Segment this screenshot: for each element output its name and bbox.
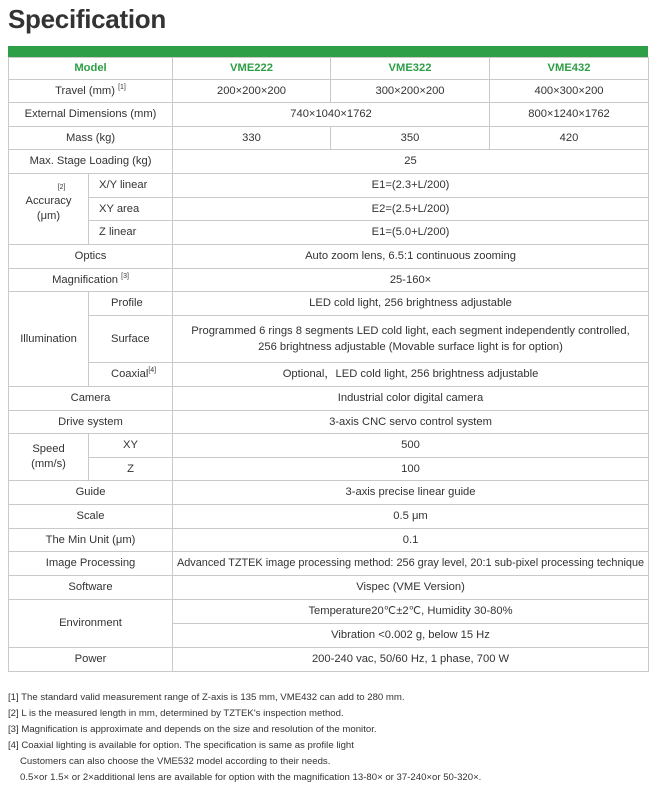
guide-label: Guide — [9, 481, 173, 505]
travel-vme322: 300×200×200 — [331, 80, 490, 103]
header-model: Model — [9, 58, 173, 80]
external-dimensions-label: External Dimensions (mm) — [9, 103, 173, 127]
software-label: Software — [9, 576, 173, 600]
table-row — [9, 80, 649, 103]
min-unit-label: The Min Unit (μm) — [9, 529, 173, 552]
header-vme322: VME322 — [331, 58, 490, 80]
table-row — [9, 245, 649, 269]
min-unit-value: 0.1 — [173, 529, 649, 552]
drive-system-label: Drive system — [9, 411, 173, 434]
table-row — [9, 292, 649, 316]
camera-value: Industrial color digital camera — [173, 387, 649, 411]
footnote-4: [4] Coaxial lighting is available for option. The specification is same as profile light — [8, 740, 354, 751]
table-row — [9, 529, 649, 552]
drive-system-value: 3-axis CNC servo control system — [173, 411, 649, 434]
table-row — [9, 198, 649, 221]
environment-temperature-value: Temperature20℃±2℃, Humidity 30-80% — [173, 600, 649, 624]
table-header-row — [9, 58, 649, 80]
table-row — [9, 127, 649, 150]
illumination-coaxial-value: Optional，LED cold light, 256 brightness adjustable — [173, 363, 649, 387]
mass-vme222: 330 — [173, 127, 331, 150]
illumination-surface-label: Surface — [89, 316, 173, 363]
specification-table — [8, 57, 649, 672]
title-divider-bar — [8, 46, 648, 57]
external-dimensions-vme222-322: 740×1040×1762 — [173, 103, 490, 127]
table-row — [9, 552, 649, 576]
accuracy-z-linear-value: E1=(5.0+L/200) — [173, 221, 649, 245]
image-processing-label: Image Processing — [9, 552, 173, 576]
footnote-additional-lens: 0.5×or 1.5× or 2×additional lens are available for option with the magnification 13-80× or 37-240×or 50-320×. — [20, 772, 482, 783]
header-vme432: VME432 — [490, 58, 649, 80]
scale-value: 0.5 μm — [173, 505, 649, 529]
accuracy-xy-area-value: E2=(2.5+L/200) — [173, 198, 649, 221]
accuracy-label: [2] Accuracy (μm) — [9, 174, 89, 245]
footnote-vme532: Customers can also choose the VME532 model according to their needs. — [20, 756, 331, 767]
table-row — [9, 269, 649, 292]
illumination-profile-value: LED cold light, 256 brightness adjustable — [173, 292, 649, 316]
accuracy-z-linear-label: Z linear — [89, 221, 173, 245]
table-row — [9, 221, 649, 245]
scale-label: Scale — [9, 505, 173, 529]
optics-value: Auto zoom lens, 6.5:1 continuous zooming — [173, 245, 649, 269]
camera-label: Camera — [9, 387, 173, 411]
speed-xy-value: 500 — [173, 434, 649, 458]
speed-z-label: Z — [89, 458, 173, 481]
table-row — [9, 600, 649, 624]
footnote-2: [2] L is the measured length in mm, determined by TZTEK's inspection method. — [8, 708, 344, 719]
mass-vme432: 420 — [490, 127, 649, 150]
stage-loading-value: 25 — [173, 150, 649, 174]
table-row — [9, 387, 649, 411]
power-value: 200-240 vac, 50/60 Hz, 1 phase, 700 W — [173, 648, 649, 672]
illumination-profile-label: Profile — [89, 292, 173, 316]
image-processing-value: Advanced TZTEK image processing method: 256 gray level, 20:1 sub-pixel processing technique — [173, 552, 649, 576]
mass-vme322: 350 — [331, 127, 490, 150]
magnification-label: Magnification [3] — [9, 269, 173, 292]
travel-vme222: 200×200×200 — [173, 80, 331, 103]
stage-loading-label: Max. Stage Loading (kg) — [9, 150, 173, 174]
accuracy-xy-linear-label: X/Y linear — [89, 174, 173, 198]
speed-z-value: 100 — [173, 458, 649, 481]
environment-label: Environment — [9, 600, 173, 648]
magnification-value: 25-160× — [173, 269, 649, 292]
accuracy-xy-linear-value: E1=(2.3+L/200) — [173, 174, 649, 198]
table-row — [9, 103, 649, 127]
environment-vibration-value: Vibration <0.002 g, below 15 Hz — [173, 624, 649, 648]
table-row — [9, 648, 649, 672]
speed-xy-label: XY — [89, 434, 173, 458]
software-value: Vispec (VME Version) — [173, 576, 649, 600]
header-vme222: VME222 — [173, 58, 331, 80]
table-row — [9, 434, 649, 458]
footnotes — [8, 690, 653, 786]
accuracy-xy-area-label: XY area — [89, 198, 173, 221]
table-row — [9, 411, 649, 434]
external-dimensions-vme432: 800×1240×1762 — [490, 103, 649, 127]
table-row — [9, 363, 649, 387]
illumination-label: Illumination — [9, 292, 89, 387]
mass-label: Mass (kg) — [9, 127, 173, 150]
optics-label: Optics — [9, 245, 173, 269]
table-row — [9, 505, 649, 529]
footnote-1: [1] The standard valid measurement range of Z-axis is 135 mm, VME432 can add to 280 mm. — [8, 692, 405, 703]
table-row — [9, 150, 649, 174]
table-row — [9, 481, 649, 505]
footnote-3: [3] Magnification is approximate and depends on the size and resolution of the monitor. — [8, 724, 377, 735]
footnote-ref: [3] — [121, 272, 129, 280]
page-title: Specification — [8, 4, 166, 34]
table-row — [9, 576, 649, 600]
illumination-coaxial-label: Coaxial[4] — [89, 363, 173, 387]
table-row — [9, 458, 649, 481]
footnote-ref: [4] — [148, 367, 157, 374]
travel-label: Travel (mm) [1] — [9, 80, 173, 103]
guide-value: 3-axis precise linear guide — [173, 481, 649, 505]
footnote-ref: [1] — [118, 83, 126, 91]
travel-vme432: 400×300×200 — [490, 80, 649, 103]
power-label: Power — [9, 648, 173, 672]
speed-label: Speed (mm/s) — [9, 434, 89, 481]
table-row — [9, 316, 649, 363]
table-row — [9, 174, 649, 198]
illumination-surface-value: Programmed 6 rings 8 segments LED cold light, each segment independently controlled, 256 brightness adjustable (Movable surface light is for option) — [173, 316, 649, 363]
